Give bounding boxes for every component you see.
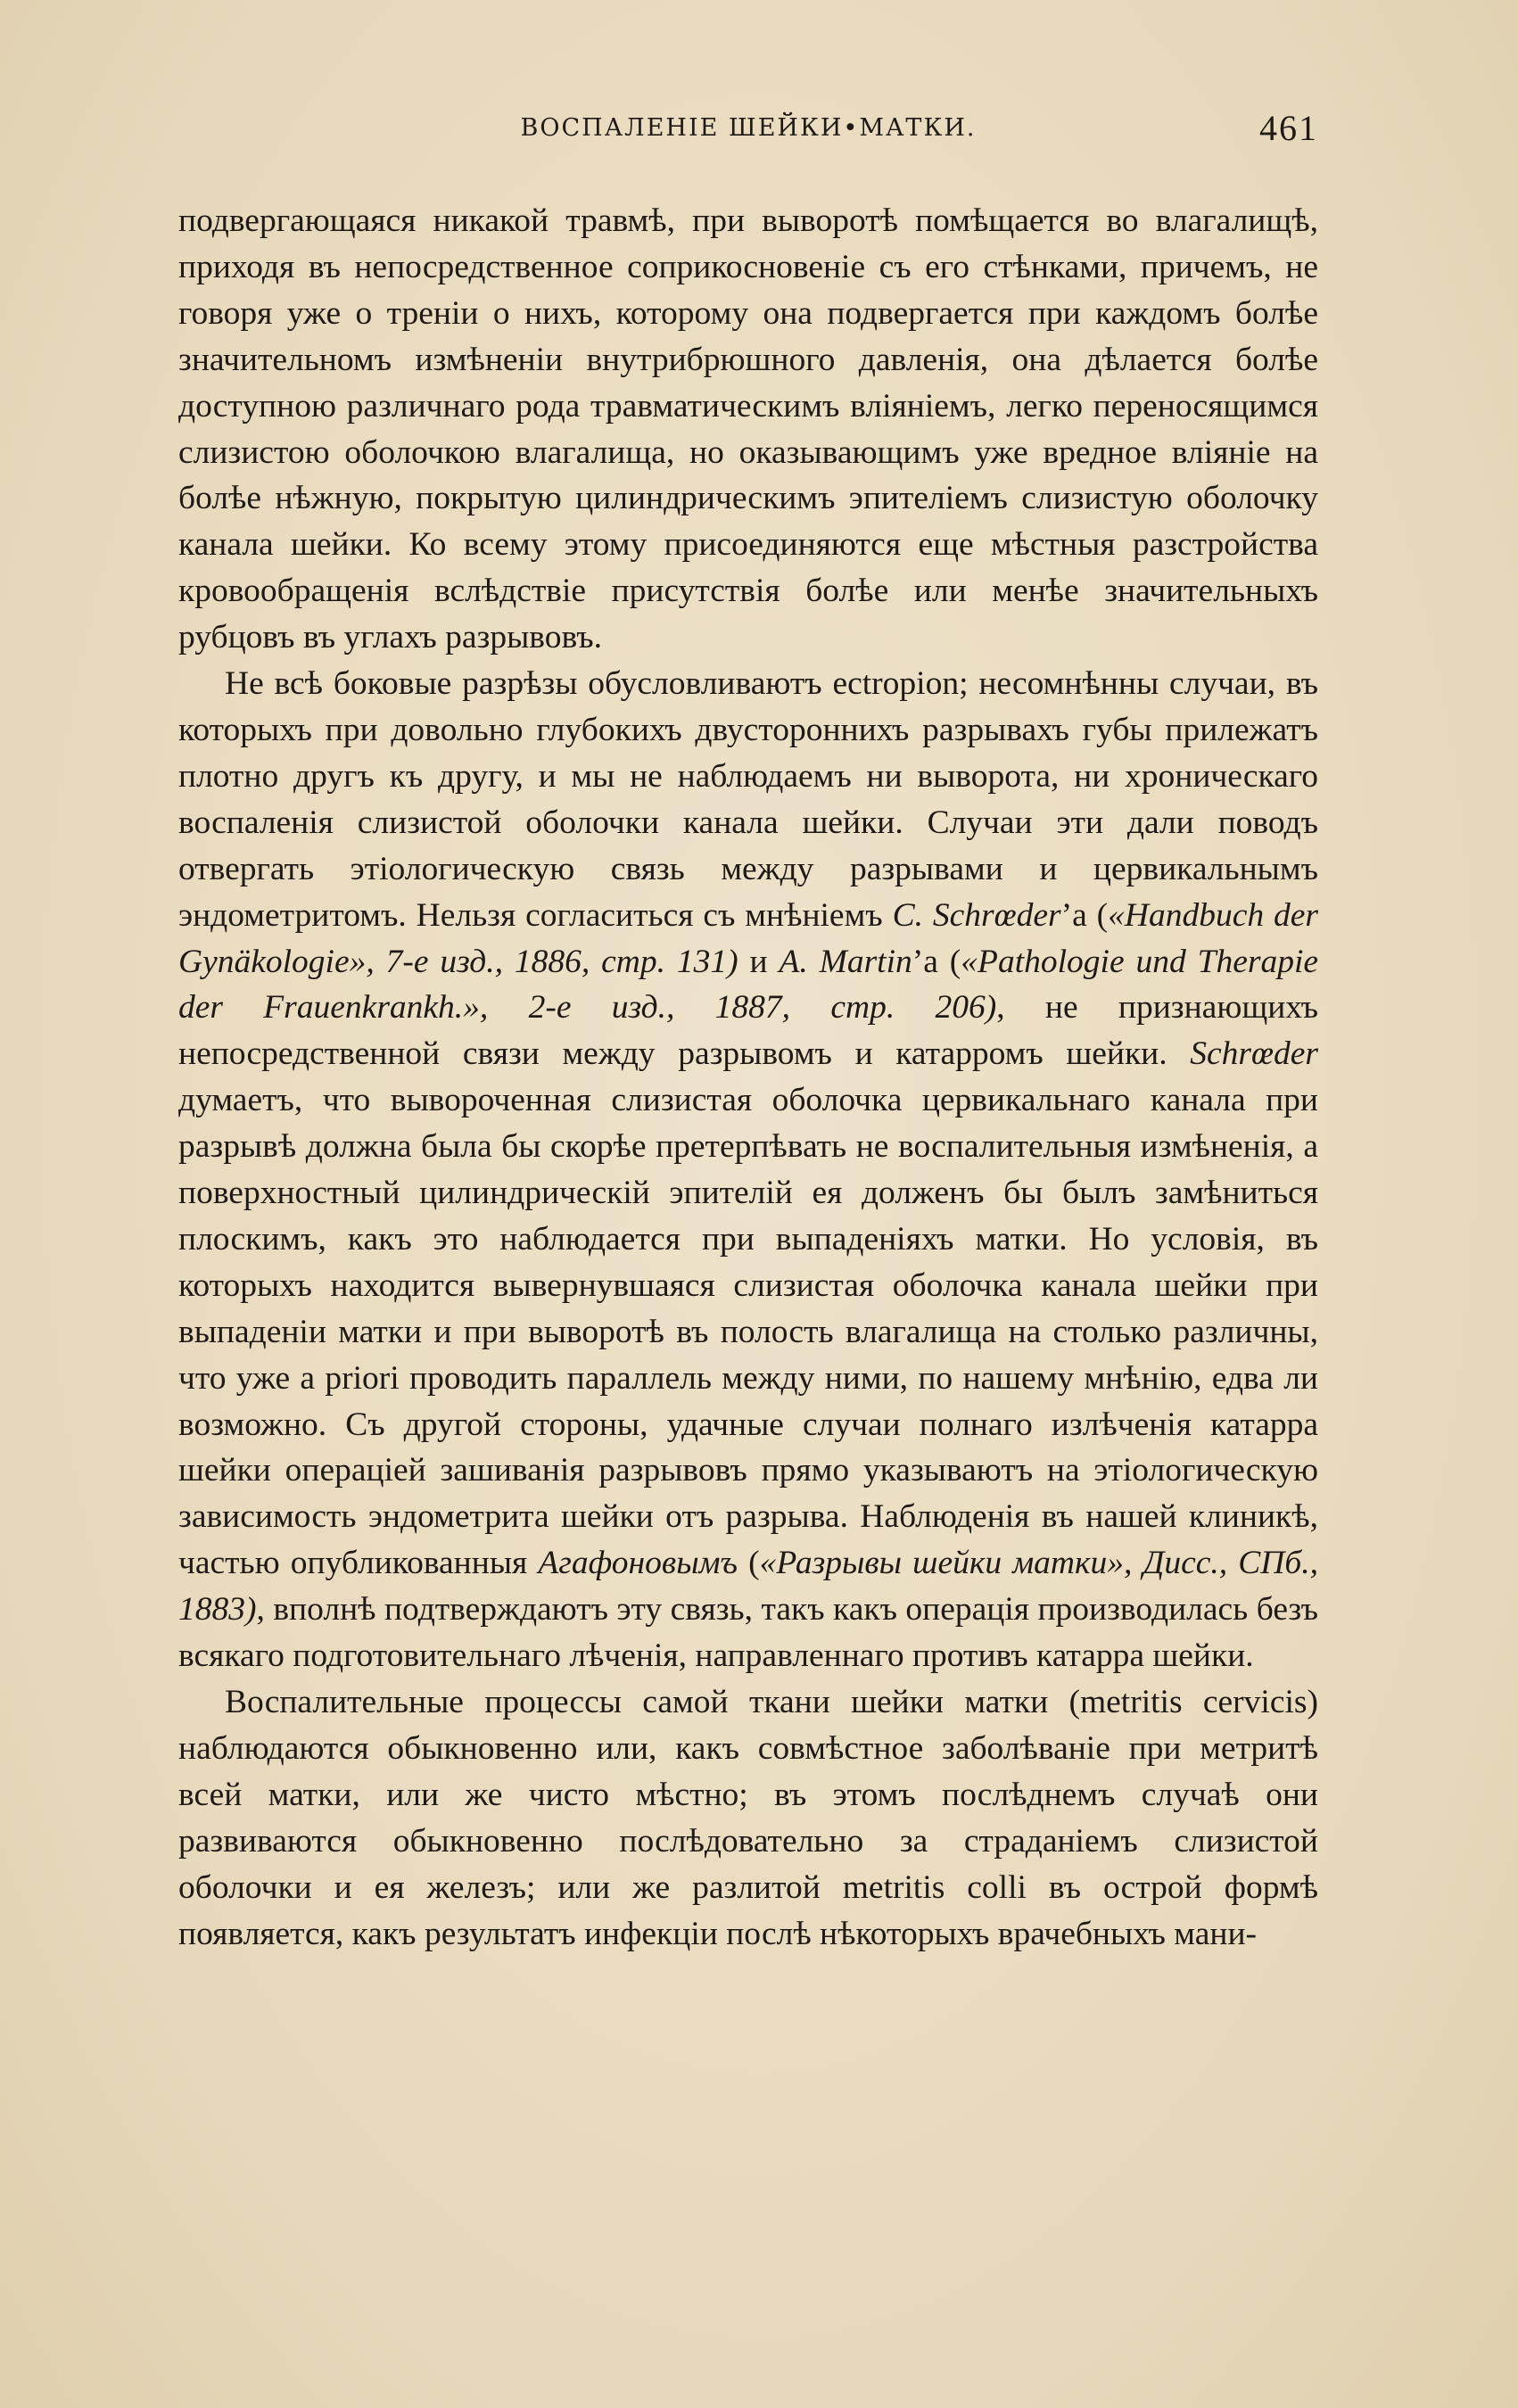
paragraph-1 (178, 198, 1318, 661)
author-name-schroeder: C. Schrœder (892, 896, 1061, 934)
author-name-agafonov: Агафоновымъ (538, 1545, 738, 1582)
running-title: ВОСПАЛЕНІЕ ШЕЙКИ•МАТКИ. (520, 114, 977, 142)
text-run: , не признающихъ непосредственной связи между разрывомъ и катарромъ шейки. (178, 989, 1318, 1073)
text-run: , вполнѣ подтверждаютъ эту связь, такъ какъ операція производилась безъ всякаго подготовительнаго лѣченія, направленнаго противъ катарра шейки. (178, 1591, 1318, 1675)
citation-agafonov: «Разрывы шейки матки», Дисс., СПб., 1883) (178, 1545, 1318, 1629)
paragraph-2 (178, 661, 1318, 1679)
text-run: Не всѣ боковые разрѣзы обусловливаютъ ectropion; несомнѣнны случаи, въ которыхъ при довольно глубокихъ двустороннихъ разрывахъ губы прилежатъ плотно другъ къ другу, и мы не наблюдаемъ ни выворота, ни хроническаго воспаленія слизистой оболочки канала шейки. Случаи эти дали поводъ отвергать этіологическую связь между разрывами и цервикальнымъ эндометритомъ. Нельзя согласиться съ мнѣніемъ (178, 665, 1318, 934)
citation-schroeder: «Handbuch der Gynäkologie», 7-е изд., 1886, стр. 131) (178, 896, 1318, 980)
text-run: Воспалительные процессы самой ткани шейки матки (metritis cervicis) наблюдаются обыкновенно или, какъ совмѣстное заболѣваніе при метритѣ всей матки, или же чисто мѣстно; въ этомъ послѣднемъ случаѣ они развиваются обыкновенно послѣдовательно за страданіемъ слизистой оболочки и ея железъ; или же разлитой metritis colli въ острой формѣ появляется, какъ результатъ инфекціи послѣ нѣкоторыхъ врачебныхъ мани- (178, 1684, 1318, 1952)
text-run: думаетъ, что вывороченная слизистая оболочка цервикальнаго канала при разрывѣ должна была бы скорѣе претерпѣвать не воспалительныя измѣненія, а поверхностный цилиндрическій эпителій ея долженъ бы былъ замѣниться плоскимъ, какъ это наблюдается при выпаденіяхъ матки. Но условія, въ которыхъ находится вывернувшаяся слизистая оболочка канала шейки при выпаденіи матки и при выворотѣ въ полость влагалища на столько различны, что уже а priori проводить параллель между ними, по нашему мнѣнію, едва ли возможно. Съ другой стороны, удачные случаи полнаго излѣченія катарра шейки операціей зашиванія разрывовъ прямо указываютъ на этіологическую зависимость эндометрита шейки отъ разрыва. Наблюденія въ нашей клиникѣ, частью опубликованныя (178, 1082, 1318, 1582)
text-run: ’а ( (1060, 896, 1109, 934)
author-name-martin: A. Martin (779, 943, 912, 980)
text-run: ( (737, 1545, 760, 1582)
text-run: и (738, 943, 780, 980)
page-header (178, 105, 1318, 150)
paragraph-3 (178, 1679, 1318, 1957)
page-number: 461 (1259, 108, 1318, 148)
citation-martin: «Pathologie und Therapie der Frauenkrankh.», 2-е изд., 1887, стр. 206) (178, 943, 1319, 1027)
author-name-schroeder-2: Schrœder (1190, 1035, 1318, 1073)
body-text (178, 198, 1318, 1957)
text-run: ’а ( (912, 943, 961, 980)
text-run: подвергающаяся никакой травмѣ, при выворотѣ помѣщается во влагалищѣ, приходя въ непосредственное соприкосновеніе съ его стѣнками, причемъ, не говоря уже о треніи о нихъ, которому она подвергается при каждомъ болѣе значительномъ измѣненіи внутрибрюшного давленія, она дѣлается болѣе доступною различнаго рода травматическимъ вліяніемъ, легко переносящимся слизистою оболочкою влагалища, но оказывающимъ уже вредное вліяніе на болѣе нѣжную, покрытую цилиндрическимъ эпителіемъ слизистую оболочку канала шейки. Ко всему этому присоединяются еще мѣстныя разстройства кровообращенія вслѣдствіе присутствія болѣе или менѣе значительныхъ рубцовъ въ углахъ разрывовъ. (178, 202, 1318, 656)
